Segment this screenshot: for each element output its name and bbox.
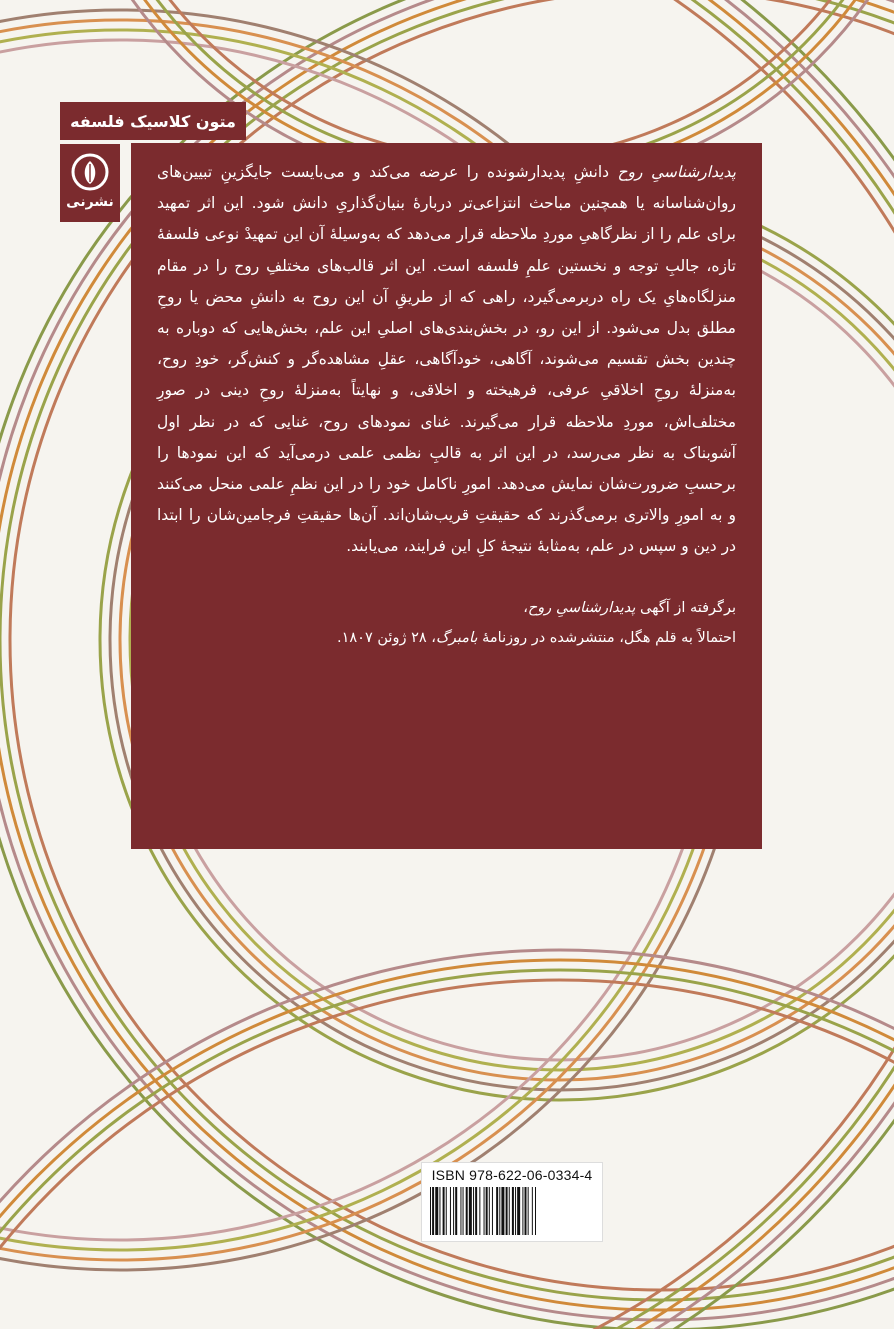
isbn-barcode: [421, 1162, 603, 1242]
blurb-source-citation: [157, 593, 736, 653]
blurb-body: دانشِ پدیدارشونده را عرضه می‌کند و می‌بایست جایگزینِ تبیین‌های روان‌شناسانه یا همچنین مباحث انتزاعی‌تر دربارهٔ بنیان‌گذاریِ دانش شود. این اثر تمهید برای علم را از نظرگاهیِ موردِ ملاحظه قرار می‌دهد که به‌وسیلهٔ آن این تمهیدْ نوعی فلسفهٔ تازه، جالبِ توجه و نخستین علمِ فلسفه است. این اثر قالب‌های مختلفِ روح را در مقام منزلگاه‌هایِ یک راه دربرمی‌گیرد، راهی که از طریقِ آن این روح به دانشِ محض یا روحِ مطلق بدل می‌شود. از این رو، در بخش‌بندی‌های اصلیِ این علم، بخش‌هایی که دوباره به چندین بخش تقسیم می‌شوند، آگاهی، خودآگاهی، عقلِ مشاهده‌گر و کنش‌گر، خودِ روح، به‌منزلهٔ روحِ اخلاقیِ عرفی، فرهیخته و اخلاقی، و نهایتاً به‌منزلهٔ روحِ دینی در صورِ مختلف‌اش، موردِ ملاحظه قرار می‌گیرند. غنای نمودهای روح، غنایی که در نظر اول آشوبناک به نظر می‌رسد، در این اثر به قالبِ نظمی علمی درمی‌آید که این نمودها را برحسبِ ضرورت‌شان نمایش می‌دهد. امورِ ناکامل خود را در این نظمِ علمی منحل می‌کنند و به امورِ والاتری برمی‌گذرند که حقیقتِ قریب‌شان‌اند. آن‌ها حقیقتِ فرجامین‌شان را ابتدا در دین و سپس در علم، به‌مثابهٔ نتیجهٔ کلِ این فرایند، می‌یابند.: [157, 163, 736, 556]
isbn-text: ISBN 978-622-06-0334-4: [431, 1167, 593, 1183]
barcode-graphic: [428, 1187, 598, 1235]
source-line-1-title: پدیدارشناسیِ روح: [527, 599, 636, 616]
publisher-name: نشرنی: [66, 194, 114, 210]
blurb-title-italic: پدیدارشناسیِ روح: [617, 163, 736, 181]
blurb-paragraph: [157, 157, 736, 563]
publisher-leaf-logo-icon: [70, 152, 110, 192]
source-line-2-newspaper: بامبرگ: [435, 629, 478, 646]
source-line-1: [157, 593, 736, 623]
source-line-1-suffix: ،: [523, 599, 528, 616]
publisher-badge: [60, 144, 120, 222]
back-cover-blurb-panel: [131, 143, 762, 849]
source-line-1-prefix: برگرفته از آگهی: [635, 599, 736, 616]
source-line-2-suffix: ، ۲۸ ژوئن ۱۸۰۷.: [337, 629, 436, 646]
source-line-2: [157, 623, 736, 653]
series-title: متون کلاسیک فلسفه: [60, 102, 246, 140]
source-line-2-prefix: احتمالاً به قلم هگل، منتشرشده در روزنامهٔ: [477, 629, 736, 646]
